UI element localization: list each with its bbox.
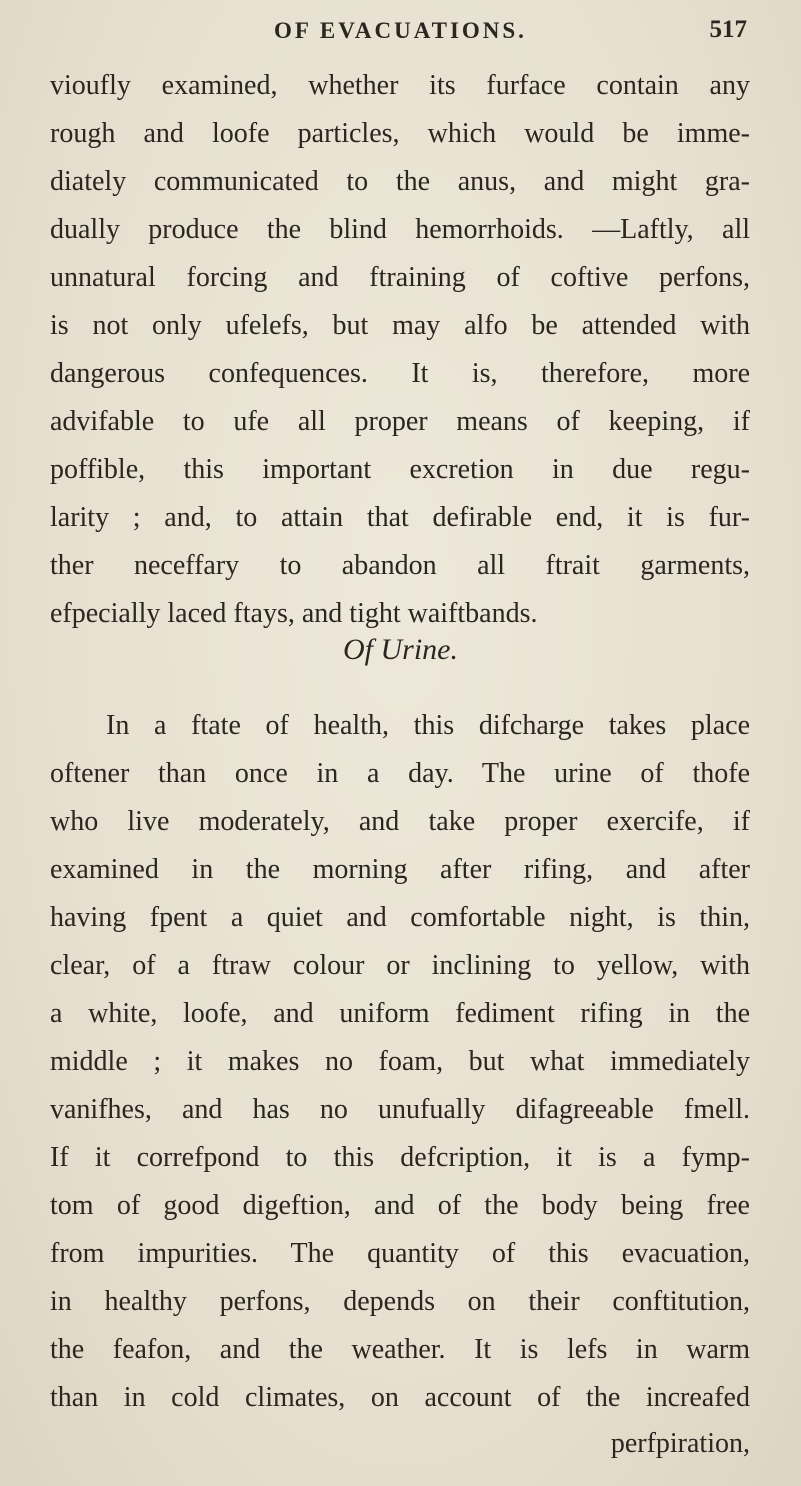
text-line: If it correfpond to this defcription, it is a fymp- — [50, 1142, 750, 1173]
text-line: a white, loofe, and uniform fediment rifing in the — [50, 998, 750, 1029]
text-line: clear, of a ftraw colour or inclining to yellow, with — [50, 950, 750, 981]
text-line: poffible, this important excretion in due regu- — [50, 454, 750, 485]
text-line: rough and loofe particles, which would be imme- — [50, 118, 750, 149]
page-number: 517 — [709, 16, 747, 43]
text-line: who live moderately, and take proper exercife, if — [50, 806, 750, 837]
running-head — [0, 12, 801, 52]
text-line: In a ftate of health, this difcharge takes place — [106, 710, 750, 741]
text-line: vioufly examined, whether its furface contain any — [50, 70, 750, 101]
text-line: tom of good digeftion, and of the body being free — [50, 1190, 750, 1221]
running-title: OF EVACUATIONS. — [274, 18, 527, 43]
text-line: dually produce the blind hemorrhoids. —Laftly, all — [50, 214, 750, 245]
text-line: having fpent a quiet and comfortable night, is thin, — [50, 902, 750, 933]
text-line: from impurities. The quantity of this evacuation, — [50, 1238, 750, 1269]
text-line: than in cold climates, on account of the increafed — [50, 1382, 750, 1413]
text-line: oftener than once in a day. The urine of thofe — [50, 758, 750, 789]
text-line: the feafon, and the weather. It is lefs in warm — [50, 1334, 750, 1365]
text-line: larity ; and, to attain that defirable end, it is fur- — [50, 502, 750, 533]
text-line: advifable to ufe all proper means of keeping, if — [50, 406, 750, 437]
text-line: diately communicated to the anus, and might gra- — [50, 166, 750, 197]
text-line: middle ; it makes no foam, but what immediately — [50, 1046, 750, 1077]
text-line: in healthy perfons, depends on their conftitution, — [50, 1286, 750, 1317]
text-line: dangerous confequences. It is, therefore, more — [50, 358, 750, 389]
text-line: unnatural forcing and ftraining of coftive perfons, — [50, 262, 750, 293]
section-heading: Of Urine. — [343, 633, 458, 666]
text-line: ther neceffary to abandon all ftrait garments, — [50, 550, 750, 581]
text-line: is not only ufelefs, but may alfo be attended with — [50, 310, 750, 341]
text-line: efpecially laced ftays, and tight waiftbands. — [50, 598, 538, 629]
catchword: perfpiration, — [610, 1428, 750, 1459]
text-line: vanifhes, and has no unufually difagreeable fmell. — [50, 1094, 750, 1125]
text-line: examined in the morning after rifing, and after — [50, 854, 750, 885]
